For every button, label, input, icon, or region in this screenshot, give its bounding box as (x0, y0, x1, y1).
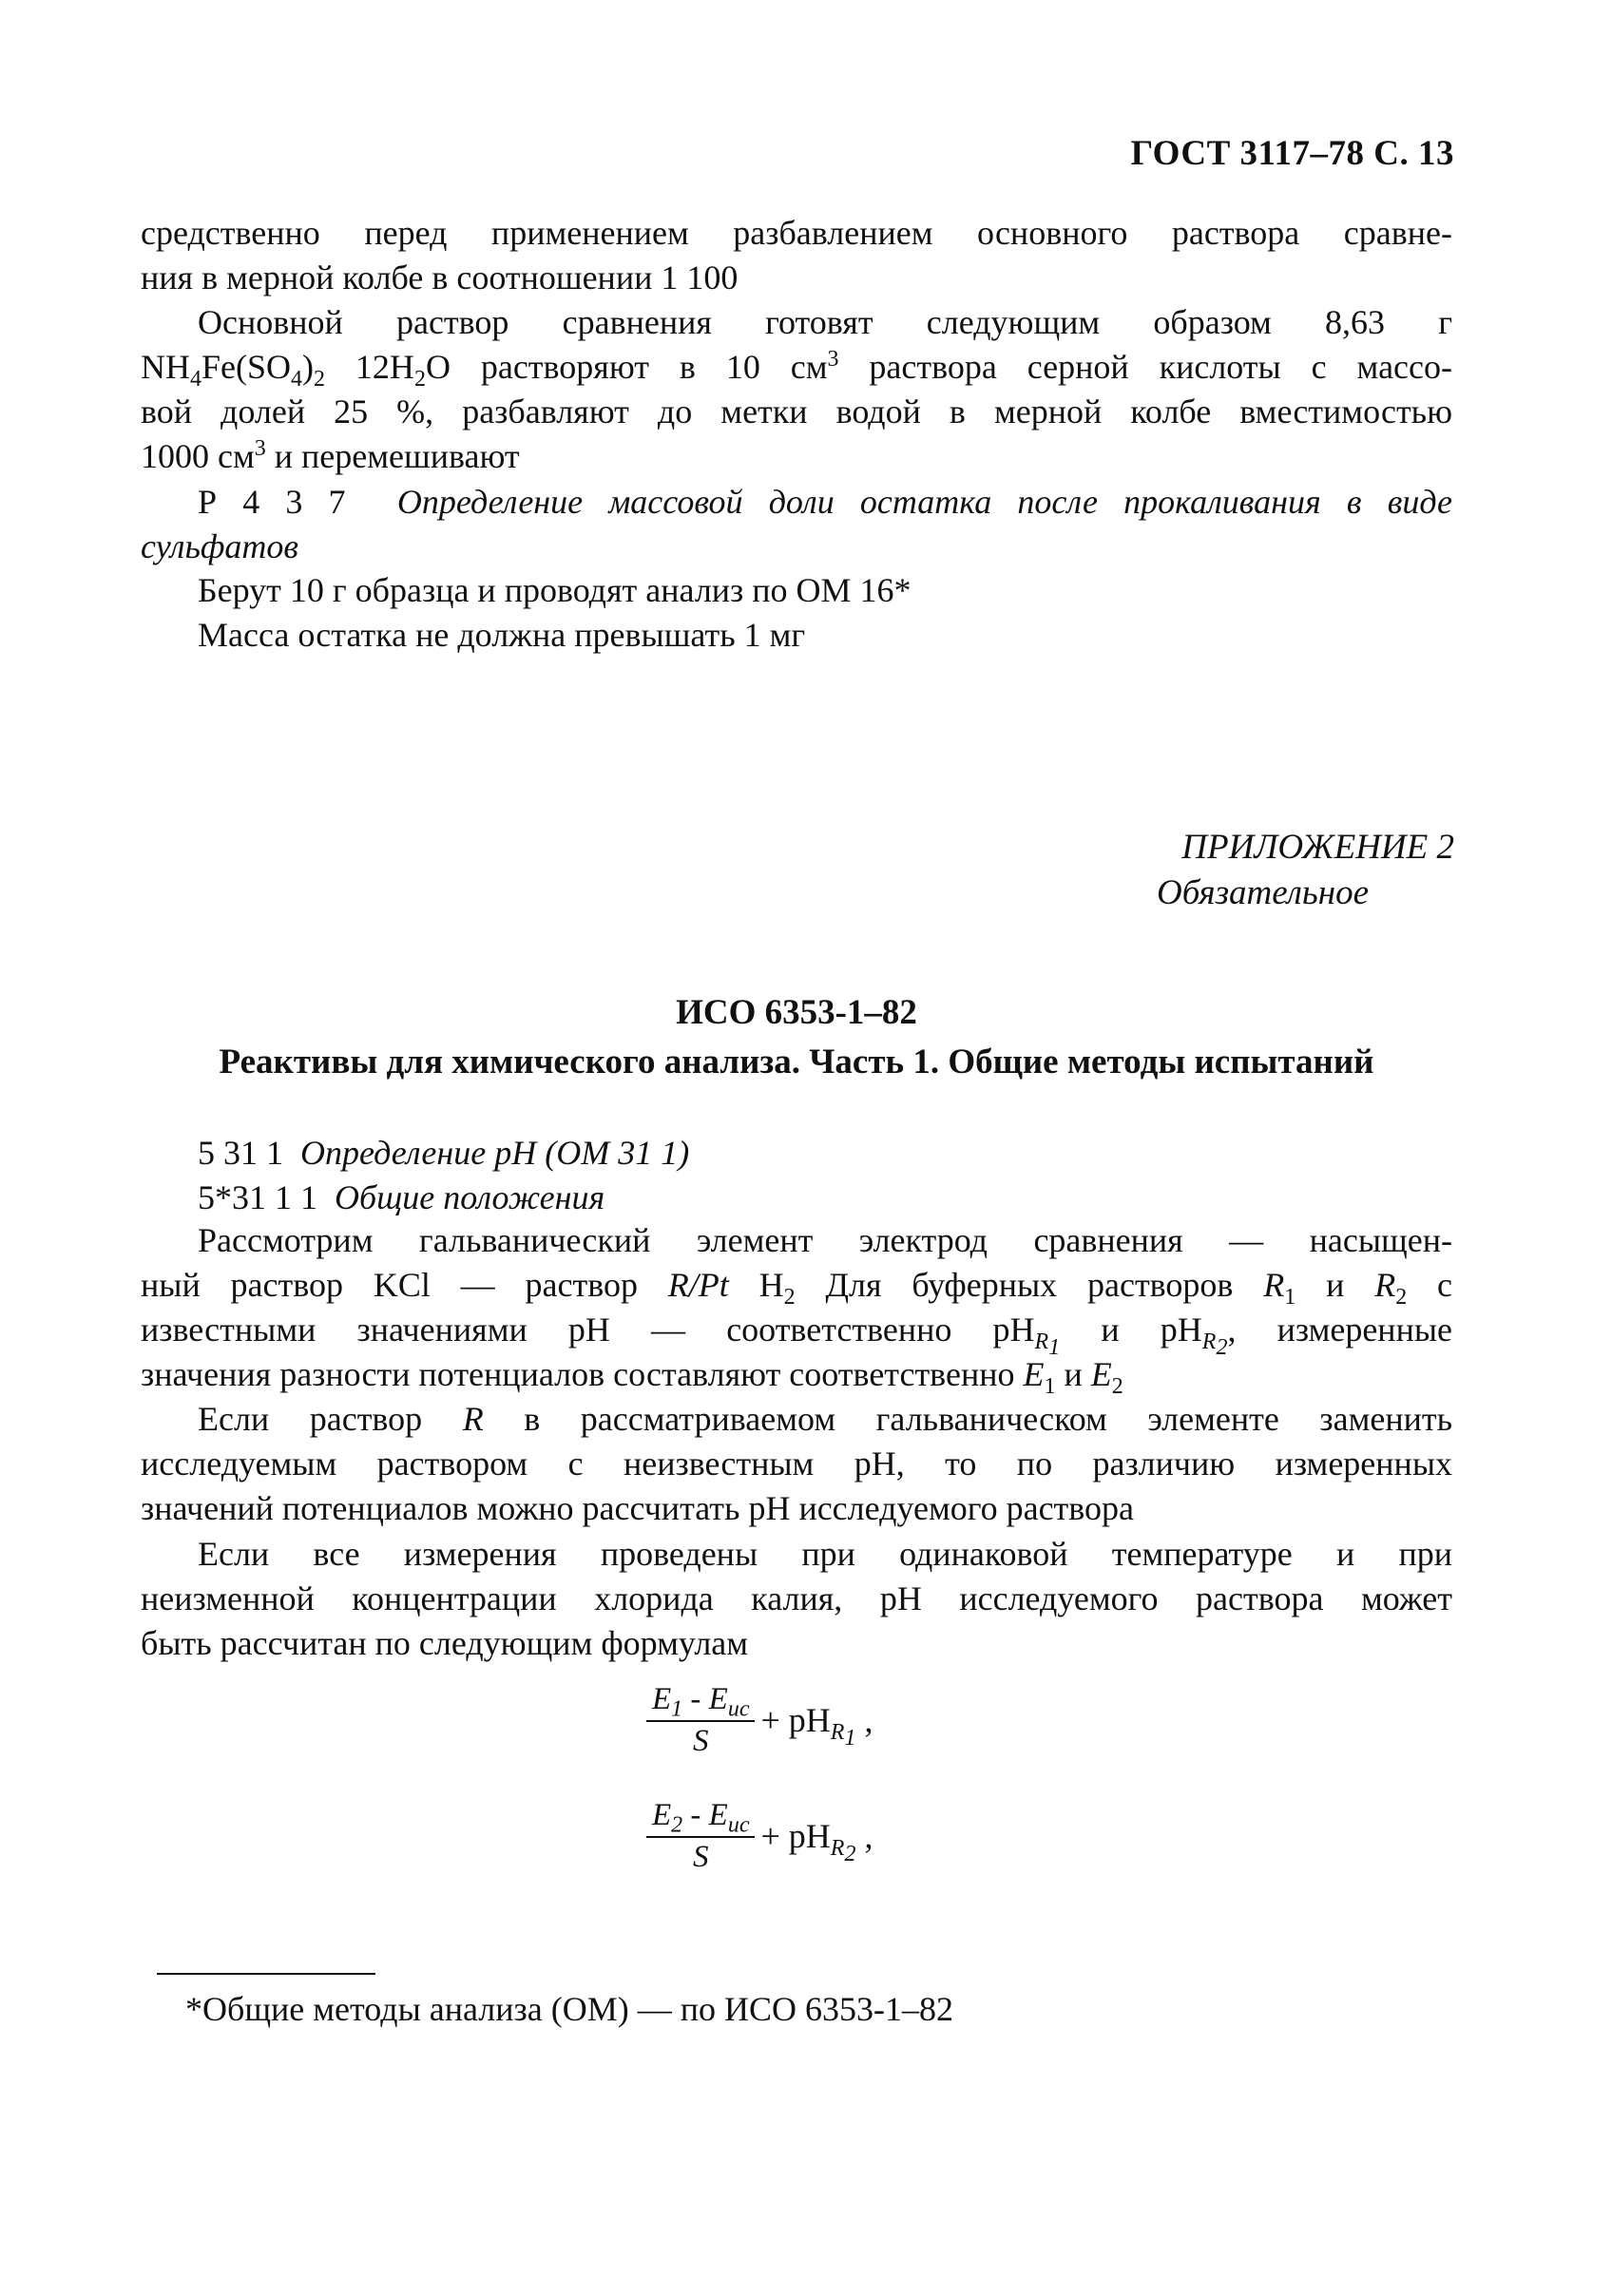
text-line: ния в мерной колбе в соотношении 1 100 (141, 258, 739, 297)
subscript (830, 1720, 856, 1751)
paragraph-stock-solution (141, 300, 1452, 479)
subscript: 2 (1111, 1374, 1123, 1400)
paragraph-replacement (141, 1397, 1452, 1531)
text-line: неизменной концентрации хлорида калия, pH исследуемого раствора может (141, 1579, 1452, 1617)
appendix-number: ПРИЛОЖЕНИЕ 2 (1181, 828, 1454, 867)
text-part: H (728, 1266, 784, 1304)
text-line (141, 1308, 1452, 1360)
footnote-divider (157, 1973, 375, 1975)
subscript: 1 (671, 1696, 683, 1722)
formula-tail (760, 1816, 873, 1866)
section-heading-p437 (141, 480, 1452, 569)
subsection-headings (141, 1131, 1452, 1220)
appendix-label (1046, 825, 1454, 916)
fraction-numerator (646, 1796, 755, 1838)
subscript: 4 (190, 367, 202, 392)
symbol: R (1374, 1266, 1396, 1304)
subscript (1034, 1330, 1061, 1360)
text-part: O растворяют в 10 см (425, 348, 828, 386)
symbol: R (1201, 1330, 1217, 1355)
symbol: E (652, 1798, 672, 1832)
subscript: 1 (844, 1725, 856, 1751)
text-line: средственно перед применением разбавлением основного раствора сравне- (141, 214, 1452, 252)
subscript: ис (727, 1812, 750, 1838)
subscript: 2 (844, 1841, 856, 1866)
subscript: 4 (291, 367, 303, 392)
page-header: ГОСТ 3117–78 С. 13 (1130, 134, 1454, 173)
section-title: Определение массовой доли остатка после прокаливания в виде (396, 483, 1452, 521)
text-part: , (855, 1701, 873, 1739)
text-line: Основной раствор сравнения готовят следующим образом 8,63 г (198, 303, 1452, 341)
section-number: Р 4 3 7 (198, 483, 346, 521)
subscript: 2 (413, 367, 426, 392)
symbol: - E (682, 1682, 728, 1716)
iso-heading (141, 988, 1452, 1087)
fraction-numerator (646, 1680, 755, 1722)
symbol: - E (682, 1798, 728, 1832)
subsection-number: 5*31 1 1 (198, 1178, 317, 1216)
text-part: R/Pt (667, 1266, 729, 1304)
subsection-title: Общие положения (335, 1178, 605, 1216)
iso-code: ИСО 6353-1–82 (676, 993, 917, 1032)
formula-2 (646, 1796, 873, 1901)
symbol: R (830, 1720, 845, 1746)
subscript: 2 (783, 1285, 796, 1311)
text-line: значений потенциалов можно рассчитать pH исследуемого раствора (141, 1489, 1135, 1527)
text-part: раствора серной кислоты с массо- (838, 348, 1452, 386)
text-part: известными значениями pH — соответственно pH (141, 1311, 1035, 1349)
section-title-continuation: сульфатов (141, 527, 299, 565)
text-line: Масса остатка не должна превышать 1 мг (198, 616, 806, 654)
subscript: 2 (1395, 1285, 1408, 1311)
subsection-number: 5 31 1 (198, 1134, 283, 1172)
subscript: 2 (671, 1812, 683, 1838)
symbol: E (1090, 1355, 1112, 1393)
fraction-denominator: S (692, 1724, 709, 1758)
symbol: R (1263, 1266, 1285, 1304)
text-part: , (855, 1817, 873, 1855)
formula-part: 12H (325, 348, 414, 386)
text-line: Берут 10 г образца и проводят анализ по ОМ 16* (198, 571, 912, 609)
formula-fraction (646, 1796, 755, 1876)
footnote: *Общие методы анализа (ОМ) — по ИСО 6353-1–82 (185, 1990, 953, 2028)
subscript (830, 1836, 856, 1866)
formula-fraction (646, 1680, 755, 1760)
symbol: E (652, 1682, 672, 1716)
subscript: 2 (314, 367, 326, 392)
text-part: значения разности потенциалов составляют соответственно (141, 1355, 1024, 1393)
text-part: ный раствор KCl — раствор (141, 1266, 668, 1304)
text-line (141, 1263, 1453, 1311)
text-line (141, 1352, 1452, 1400)
text-line-formula (141, 345, 1452, 390)
superscript: 3 (827, 347, 839, 372)
paragraph-continuation (141, 211, 1452, 300)
text-part: и pH (1060, 1311, 1202, 1349)
symbol: R (1034, 1330, 1049, 1355)
paragraph-formulas-intro (141, 1532, 1452, 1666)
text-part: , измеренные (1227, 1311, 1452, 1349)
subsection-title: Определение pH (ОМ 31 1) (300, 1134, 690, 1172)
text-line: вой долей 25 %, разбавляют до метки водой в мерной колбе вместимостью (141, 392, 1452, 430)
text-part: Если раствор (198, 1400, 463, 1438)
superscript: 3 (254, 436, 266, 461)
text-line: Если все измерения проведены при одинаковой температуре и при (198, 1535, 1452, 1573)
fraction-denominator: S (692, 1840, 709, 1874)
text-line (141, 434, 1452, 479)
subsection-heading (141, 1176, 1452, 1220)
subscript: 2 (1216, 1334, 1228, 1360)
paragraph-galvanic-cell (141, 1218, 1453, 1400)
text-part: + pH (760, 1701, 831, 1739)
iso-title: Реактивы для химического анализа. Часть 1. Общие методы испытаний (219, 1043, 1374, 1081)
text-part: и (1295, 1266, 1375, 1304)
text-part: + pH (760, 1817, 831, 1855)
text-line (141, 1397, 1452, 1442)
symbol: R (462, 1400, 484, 1438)
formula-tail (760, 1700, 873, 1751)
symbol: R (830, 1836, 845, 1862)
formula-1 (646, 1680, 873, 1785)
subscript: 1 (1048, 1334, 1061, 1360)
text-line: Рассмотрим гальванический элемент электрод сравнения — насыщен- (198, 1221, 1452, 1259)
text-part: в рассматриваемом гальваническом элементе заменить (483, 1400, 1453, 1438)
subscript: 1 (1284, 1285, 1296, 1311)
subscript: 1 (1044, 1374, 1056, 1400)
formula-part: NH (141, 348, 190, 386)
symbol: E (1023, 1355, 1045, 1393)
formula-part: Fe(SO (202, 348, 292, 386)
text-line: исследуемым раствором с неизвестным pH, то по различию измеренных (141, 1445, 1452, 1483)
subsection-heading (141, 1131, 1452, 1176)
paragraph-procedure (141, 568, 1452, 658)
subscript (1201, 1330, 1228, 1360)
subscript: ис (727, 1696, 750, 1722)
text-part: и перемешивают (265, 437, 520, 475)
text-part: 1000 см (141, 437, 255, 475)
text-line (141, 480, 1452, 525)
appendix-status: Обязательное (1156, 873, 1369, 912)
text-part: Для буферных растворов (795, 1266, 1264, 1304)
text-line: быть рассчитан по следующим формулам (141, 1624, 749, 1662)
text-part: и (1055, 1355, 1091, 1393)
text-part: с (1407, 1266, 1453, 1304)
formula-part: ) (302, 348, 315, 386)
